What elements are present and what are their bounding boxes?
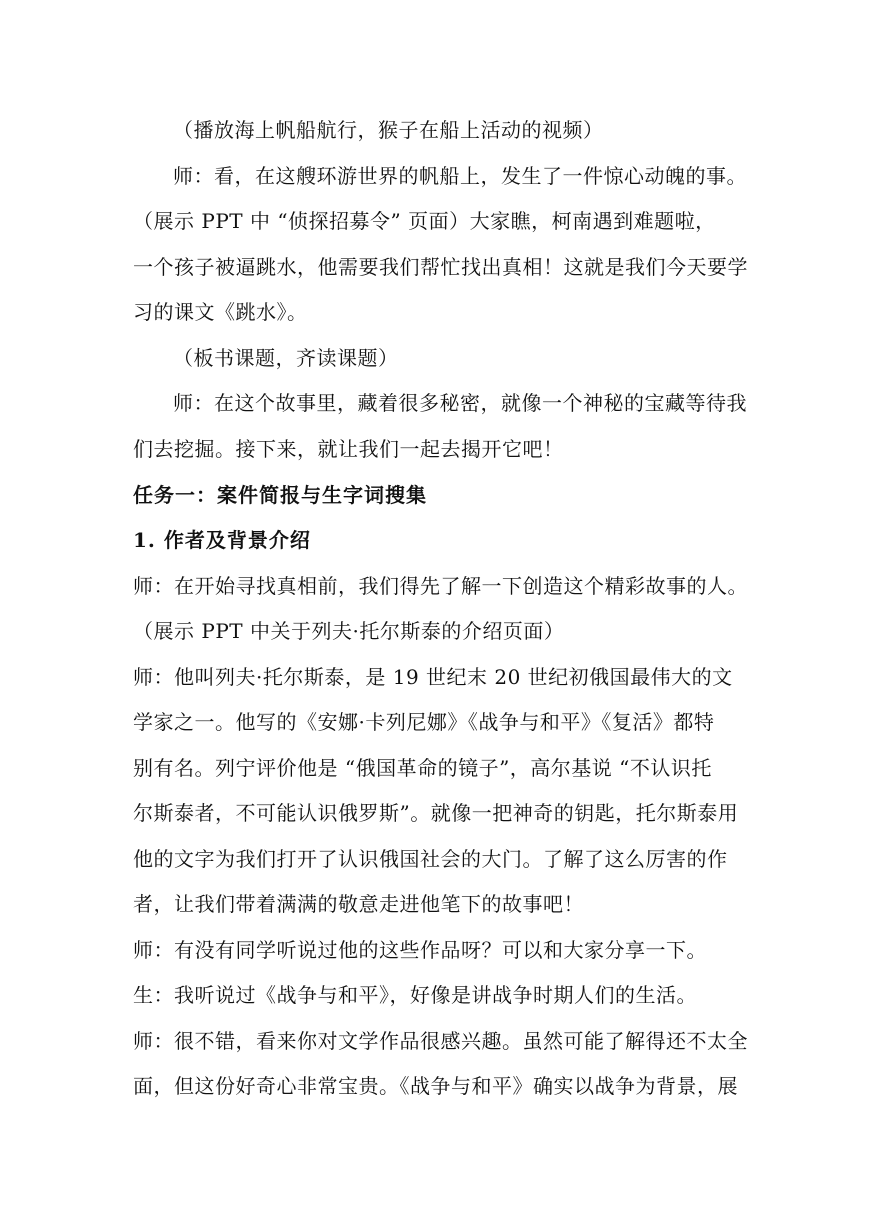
paragraph-line: 学家之一。他写的《安娜·卡列尼娜》《战争与和平》《复活》都特 xyxy=(133,710,715,734)
paragraph-line: 他的文字为我们打开了认识俄国社会的大门。了解了这么厉害的作 xyxy=(133,847,728,871)
paragraph-line: 面，但这份好奇心非常宝贵。《战争与和平》确实以战争为背景，展 xyxy=(133,1074,738,1098)
stage-direction: （展示 PPT 中关于列夫·托尔斯泰的介绍页面） xyxy=(133,619,565,643)
stage-direction: （播放海上帆船航行，猴子在船上活动的视频） xyxy=(173,118,604,142)
paragraph-line: 们去挖掘。接下来，就让我们一起去揭开它吧！ xyxy=(133,437,564,461)
paragraph-line: 者，让我们带着满满的敬意走进他笔下的故事吧！ xyxy=(133,892,584,916)
paragraph-line: 生：我听说过《战争与和平》，好像是讲战争时期人们的生活。 xyxy=(133,983,697,1007)
stage-direction: （板书课题，齐读课题） xyxy=(173,346,399,370)
paragraph-line: 师：看，在这艘环游世界的帆船上，发生了一件惊心动魄的事。 xyxy=(173,164,747,188)
paragraph-line: 师：在开始寻找真相前，我们得先了解一下创造这个精彩故事的人。 xyxy=(133,574,748,598)
paragraph-line: 别有名。列宁评价他是 “俄国革命的镜子”，高尔基说 “不认识托 xyxy=(133,756,712,780)
subsection-heading: 1. 作者及背景介绍 xyxy=(133,528,311,552)
section-heading: 任务一：案件简报与生字词搜集 xyxy=(133,483,427,507)
paragraph-line: 尔斯泰者，不可能认识俄罗斯”。就像一把神奇的钥匙，托尔斯泰用 xyxy=(133,801,739,825)
paragraph-line: （展示 PPT 中 “侦探招募令” 页面）大家瞧，柯南遇到难题啦， xyxy=(133,209,716,233)
paragraph-line: 师：他叫列夫·托尔斯泰，是 19 世纪末 20 世纪初俄国最伟大的文 xyxy=(133,665,733,689)
paragraph-line: 师：有没有同学听说过他的这些作品呀？可以和大家分享一下。 xyxy=(133,938,707,962)
paragraph-line: 师：在这个故事里，藏着很多秘密，就像一个神秘的宝藏等待我 xyxy=(173,391,747,415)
paragraph-line: 习的课文《跳水》。 xyxy=(133,300,308,324)
paragraph-line: 师：很不错，看来你对文学作品很感兴趣。虽然可能了解得还不太全 xyxy=(133,1029,748,1053)
paragraph-line: 一个孩子被逼跳水，他需要我们帮忙找出真相！这就是我们今天要学 xyxy=(133,255,748,279)
